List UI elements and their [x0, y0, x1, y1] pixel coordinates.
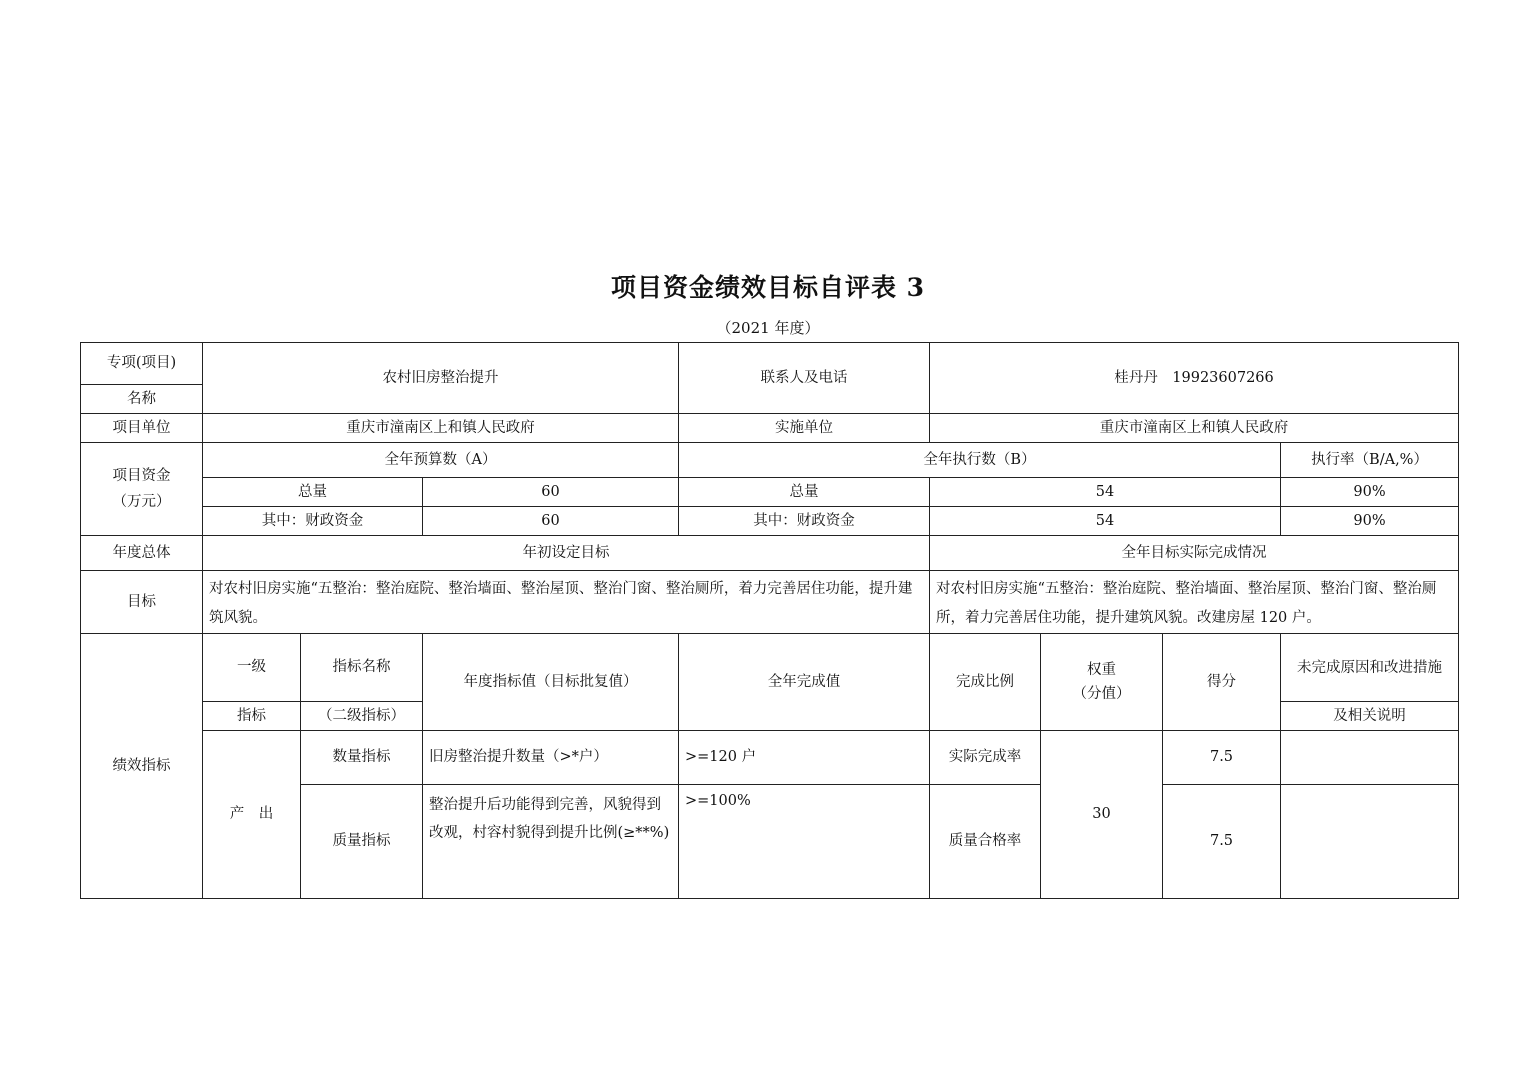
rate-header: 执行率（B/A,%） — [1281, 443, 1459, 478]
goals-actual-text: 对农村旧房实施“五整治：整治庭院、整治墙面、整治屋顶、整治门窗、整治厕所，着力完善居住功能，提升建筑风貌。改建房屋 120 户。 — [930, 571, 1459, 634]
indicator-actual: >=100% — [679, 785, 930, 899]
h-score: 得分 — [1163, 634, 1281, 731]
indicator-score: 7.5 — [1163, 785, 1281, 899]
page-subtitle-year: （2021 年度） — [716, 319, 820, 337]
h-level1-2: 指标 — [203, 702, 301, 731]
fiscal-label: 其中：财政资金 — [203, 507, 423, 536]
h-reason-2: 及相关说明 — [1281, 702, 1459, 731]
total-rate: 90% — [1281, 478, 1459, 507]
h-weight-line1: 权重 — [1087, 661, 1116, 678]
unit-label: 项目单位 — [81, 414, 203, 443]
fiscal-rate: 90% — [1281, 507, 1459, 536]
h-reason: 未完成原因和改进措施 — [1281, 634, 1459, 702]
indicator-weight: 30 — [1041, 731, 1163, 899]
indicator-reason — [1281, 785, 1459, 899]
contact-label: 联系人及电话 — [679, 343, 930, 414]
project-name-label: 专项(项目) — [81, 343, 203, 385]
goals-actual-header: 全年目标实际完成情况 — [930, 536, 1459, 571]
total-label: 总量 — [203, 478, 423, 507]
funds-label — [81, 443, 203, 536]
impl-unit-value: 重庆市潼南区上和镇人民政府 — [930, 414, 1459, 443]
h-name-2: （二级指标） — [301, 702, 423, 731]
indicator-actual: >=120 户 — [679, 731, 930, 785]
indicator-target: 旧房整治提升数量（>*户） — [423, 731, 679, 785]
indicators-section-label: 绩效指标 — [81, 634, 203, 899]
h-weight — [1041, 634, 1163, 731]
goals-set-text: 对农村旧房实施“五整治：整治庭院、整治墙面、整治屋顶、整治门窗、整治厕所，着力完善居住功能，提升建筑风貌。 — [203, 571, 930, 634]
indicator-category: 产 出 — [203, 731, 301, 899]
h-target: 年度指标值（目标批复值） — [423, 634, 679, 731]
h-ratio: 完成比例 — [930, 634, 1041, 731]
indicator-name: 数量指标 — [301, 731, 423, 785]
project-name: 农村旧房整治提升 — [203, 343, 679, 414]
indicator-reason — [1281, 731, 1459, 785]
indicator-ratio: 质量合格率 — [930, 785, 1041, 899]
total-exec-label: 总量 — [679, 478, 930, 507]
goals-label-2: 目标 — [81, 571, 203, 634]
funds-label-line1: 项目资金 — [112, 467, 171, 484]
h-actual: 全年完成值 — [679, 634, 930, 731]
budget-header: 全年预算数（A） — [203, 443, 679, 478]
performance-table — [80, 342, 1459, 899]
impl-unit-label: 实施单位 — [679, 414, 930, 443]
goals-set-header: 年初设定目标 — [203, 536, 930, 571]
h-level1: 一级 — [203, 634, 301, 702]
indicator-ratio: 实际完成率 — [930, 731, 1041, 785]
indicator-name: 质量指标 — [301, 785, 423, 899]
fiscal-exec-label: 其中：财政资金 — [679, 507, 930, 536]
funds-label-line2: （万元） — [112, 494, 171, 510]
fiscal-exec: 54 — [930, 507, 1281, 536]
indicator-target: 整治提升后功能得到完善，风貌得到改观，村容村貌得到提升比例(≥**%) — [423, 785, 679, 899]
fiscal-budget: 60 — [423, 507, 679, 536]
h-name: 指标名称 — [301, 634, 423, 702]
page-title: 项目资金绩效目标自评表 3 — [610, 273, 926, 302]
h-weight-line2: （分值） — [1072, 686, 1131, 702]
contact-value: 桂丹丹 19923607266 — [930, 343, 1459, 414]
project-name-label-2: 名称 — [81, 385, 203, 414]
goals-label: 年度总体 — [81, 536, 203, 571]
exec-header: 全年执行数（B） — [679, 443, 1281, 478]
total-budget: 60 — [423, 478, 679, 507]
unit-value: 重庆市潼南区上和镇人民政府 — [203, 414, 679, 443]
indicator-score: 7.5 — [1163, 731, 1281, 785]
total-exec: 54 — [930, 478, 1281, 507]
